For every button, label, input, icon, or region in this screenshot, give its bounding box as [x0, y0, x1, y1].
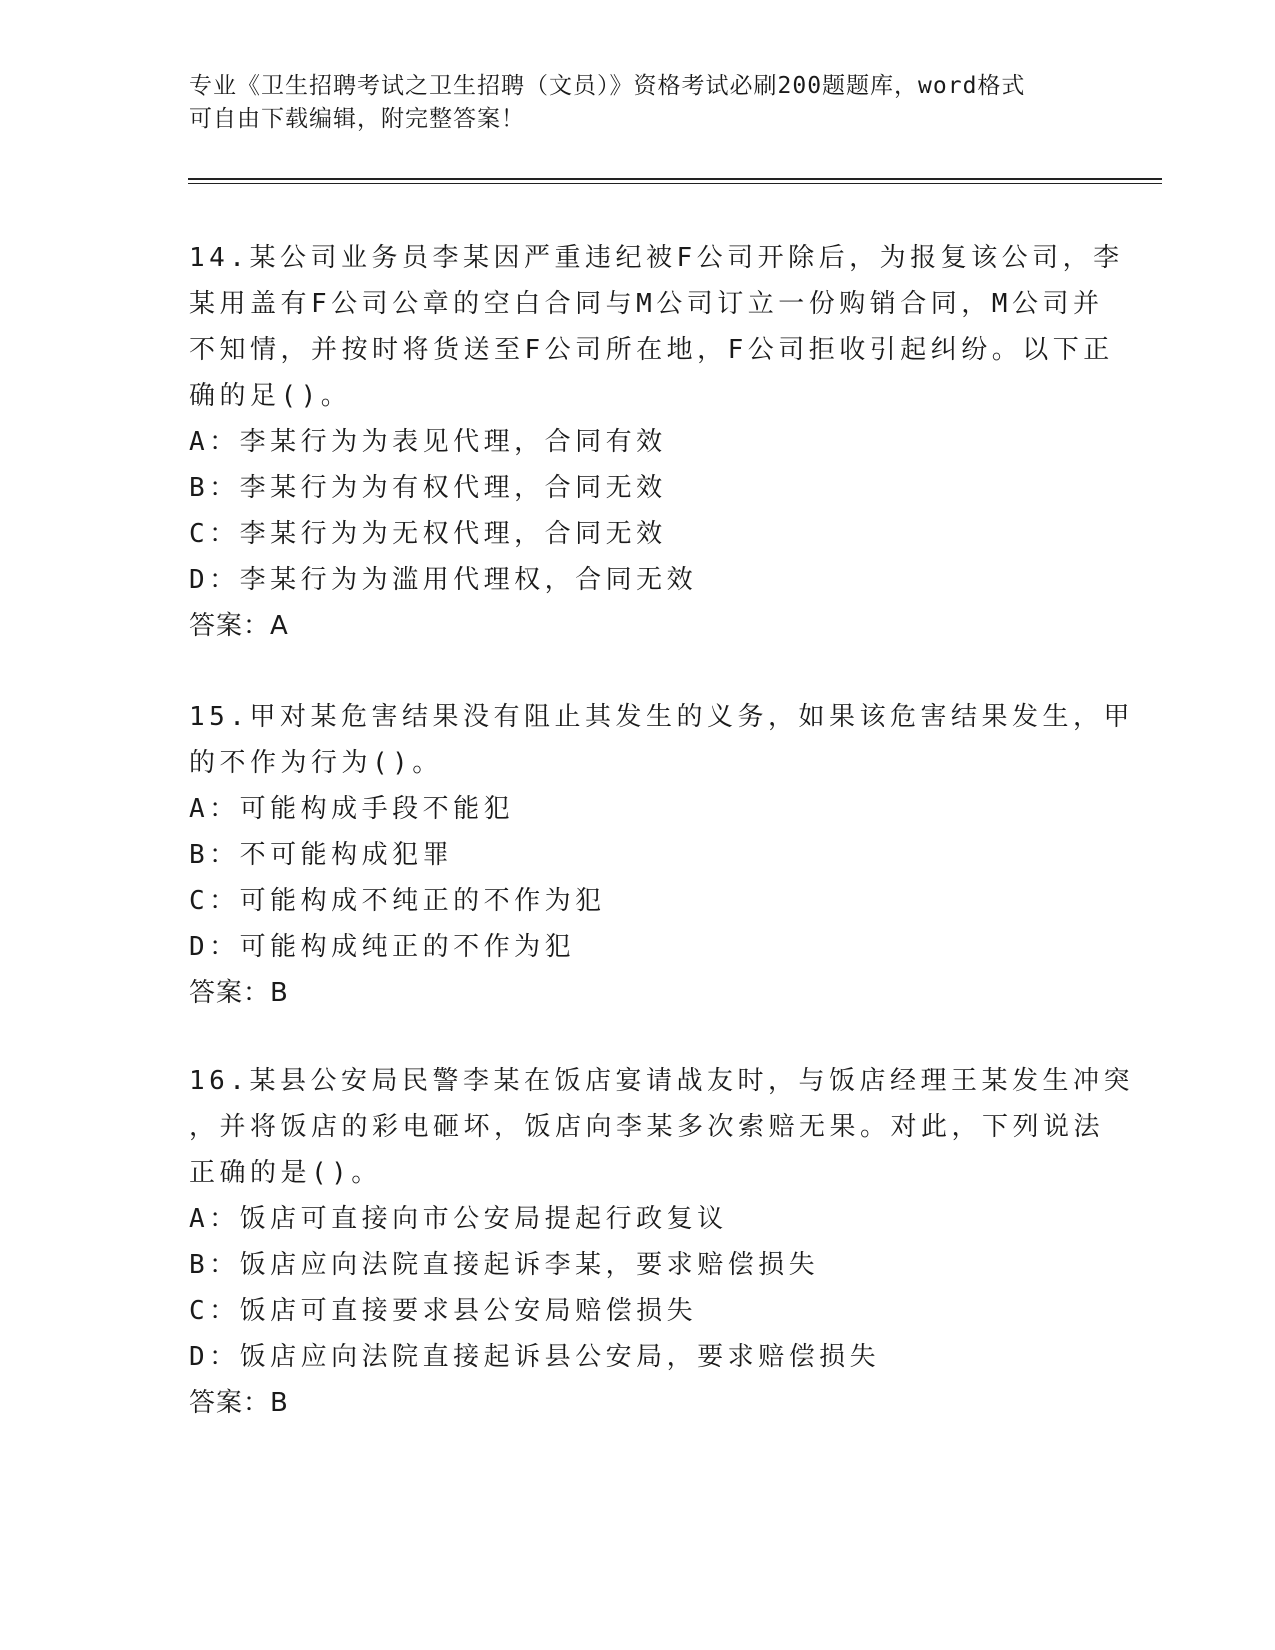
option-c: C：饭店可直接要求县公安局赔偿损失 — [189, 1296, 698, 1326]
header-divider-thick — [188, 178, 1162, 180]
answer-label: 答案：B — [189, 978, 289, 1008]
question-stem-line: 15.甲对某危害结果没有阻止其发生的义务，如果该危害结果发生，甲 — [189, 702, 1134, 732]
option-d: D：可能构成纯正的不作为犯 — [189, 932, 576, 962]
option-b: B：饭店应向法院直接起诉李某，要求赔偿损失 — [189, 1250, 820, 1280]
question-stem-line: 正确的是()。 — [189, 1158, 382, 1188]
question-stem-line: 不知情，并按时将货送至F公司所在地，F公司拒收引起纠纷。以下正 — [189, 335, 1114, 365]
option-d: D：李某行为为滥用代理权，合同无效 — [189, 565, 698, 595]
document-header — [189, 70, 1089, 136]
option-c: C：可能构成不纯正的不作为犯 — [189, 886, 606, 916]
question-stem-line: ，并将饭店的彩电砸坏，饭店向李某多次索赔无果。对此，下列说法 — [189, 1112, 1105, 1142]
question-stem-line: 确的足()。 — [189, 381, 352, 411]
option-a: A：饭店可直接向市公安局提起行政复议 — [189, 1204, 728, 1234]
answer-label: 答案：A — [189, 611, 289, 641]
option-c: C：李某行为为无权代理，合同无效 — [189, 519, 667, 549]
option-b: B：李某行为为有权代理，合同无效 — [189, 473, 667, 503]
question-stem-line: 14.某公司业务员李某因严重违纪被F公司开除后，为报复该公司，李 — [189, 243, 1124, 273]
question-stem-line: 16.某县公安局民警李某在饭店宴请战友时，与饭店经理王某发生冲突 — [189, 1066, 1134, 1096]
question-stem-line: 某用盖有F公司公章的空白合同与M公司订立一份购销合同，M公司并 — [189, 289, 1104, 319]
question-stem-line: 的不作为行为()。 — [189, 748, 443, 778]
header-title-line-1: 专业《卫生招聘考试之卫生招聘（文员）》资格考试必刷200题题库，word格式 — [189, 73, 1026, 99]
option-a: A：李某行为为表见代理，合同有效 — [189, 427, 667, 457]
option-d: D：饭店应向法院直接起诉县公安局，要求赔偿损失 — [189, 1342, 881, 1372]
option-a: A：可能构成手段不能犯 — [189, 794, 515, 824]
option-b: B：不可能构成犯罪 — [189, 840, 454, 870]
header-divider-thin — [188, 183, 1162, 184]
question-16 — [189, 1058, 1134, 1426]
question-14 — [189, 235, 1124, 649]
question-15 — [189, 694, 1134, 1016]
answer-label: 答案：B — [189, 1388, 289, 1418]
header-title-line-2: 可自由下载编辑，附完整答案！ — [189, 106, 525, 132]
